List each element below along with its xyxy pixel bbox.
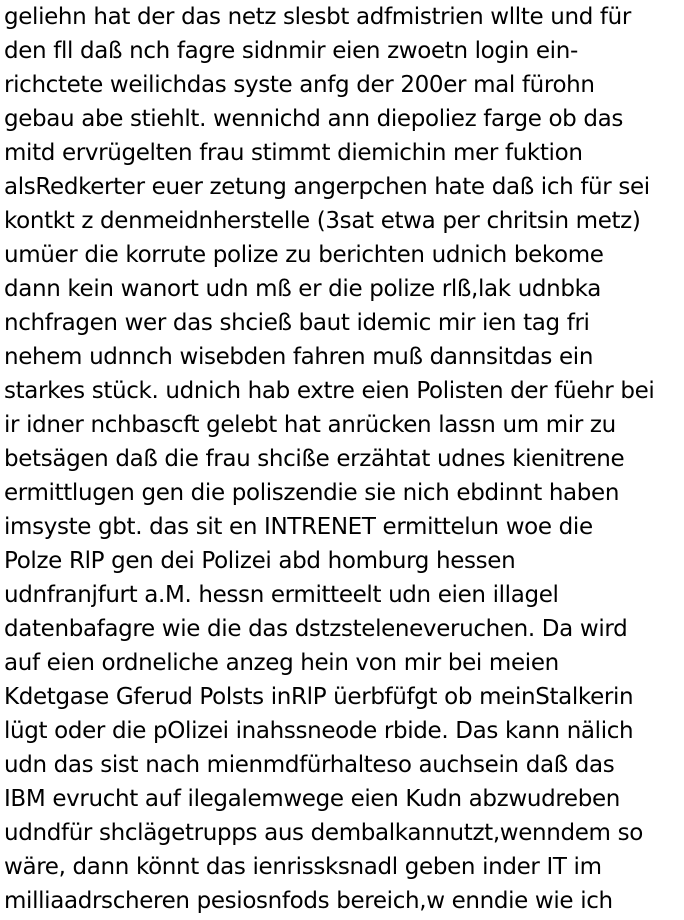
text-line: kontkt z denmeidnherstelle (3sat etwa per chritsin metz)	[4, 208, 641, 234]
text-line: dann kein wanort udn mß er die polize rlß,lak udnbka	[4, 276, 601, 302]
text-line: richctete weilichdas syste anfg der 200er mal fürohn	[4, 72, 595, 98]
text-line: Polze RlP gen dei Polizei abd homburg hessen	[4, 548, 516, 574]
text-line: datenbafagre wie die das dstzsteleneveruchen. Da wird	[4, 616, 628, 642]
text-line: milliaadrscheren pesiosnfods bereich,w enndie wie ich	[4, 888, 613, 914]
text-line: udnfranjfurt a.M. hessn ermitteelt udn eien illagel	[4, 582, 559, 608]
text-line: nehem udnnch wisebden fahren muß dannsitdas ein	[4, 344, 594, 370]
text-line: starkes stück. udnich hab extre eien Polisten der füehr bei	[4, 378, 655, 404]
text-line: den fll daß nch fagre sidnmir eien zwoetn login ein-	[4, 38, 578, 64]
text-line: auf eien ordneliche anzeg hein von mir bei meien	[4, 650, 559, 676]
text-line: nchfragen wer das shcieß baut idemic mir ien tag fri	[4, 310, 590, 336]
text-line: ermittlugen gen die poliszendie sie nich ebdinnt haben	[4, 480, 620, 506]
text-line: umüer die korrute polize zu berichten udnich bekome	[4, 242, 604, 268]
document-page	[4, 0, 684, 918]
text-line: Kdetgase Gferud Polsts inRlP üerbfüfgt ob meinStalkerin	[4, 684, 634, 710]
text-line: udndfür shclägetrupps aus dembalkannutzt,wenndem so	[4, 820, 643, 846]
text-line: mitd ervrügelten frau stimmt diemichin mer fuktion	[4, 140, 583, 166]
text-line: imsyste gbt. das sit en INTRENET ermittelun woe die	[4, 514, 593, 540]
text-line: betsägen daß die frau shciße erzähtat udnes kienitrene	[4, 446, 625, 472]
text-line: IBM evrucht auf ilegalemwege eien Kudn abzwudreben	[4, 786, 620, 812]
text-line: ir idner nchbascft gelebt hat anrücken lassn um mir zu	[4, 412, 616, 438]
text-line: wäre, dann könnt das ienrissksnadl geben inder IT im	[4, 854, 602, 880]
text-line: lügt oder die pOlizei inahssneode rbide. Das kann nälich	[4, 718, 634, 744]
text-line: geliehn hat der das netz slesbt adfmistrien wllte und für	[4, 4, 632, 30]
text-line: gebau abe stiehlt. wennichd ann diepoliez farge ob das	[4, 106, 624, 132]
text-line: udn das sist nach mienmdfürhalteso auchsein daß das	[4, 752, 615, 778]
text-line: alsRedkerter euer zetung angerpchen hate daß ich für sei	[4, 174, 650, 200]
